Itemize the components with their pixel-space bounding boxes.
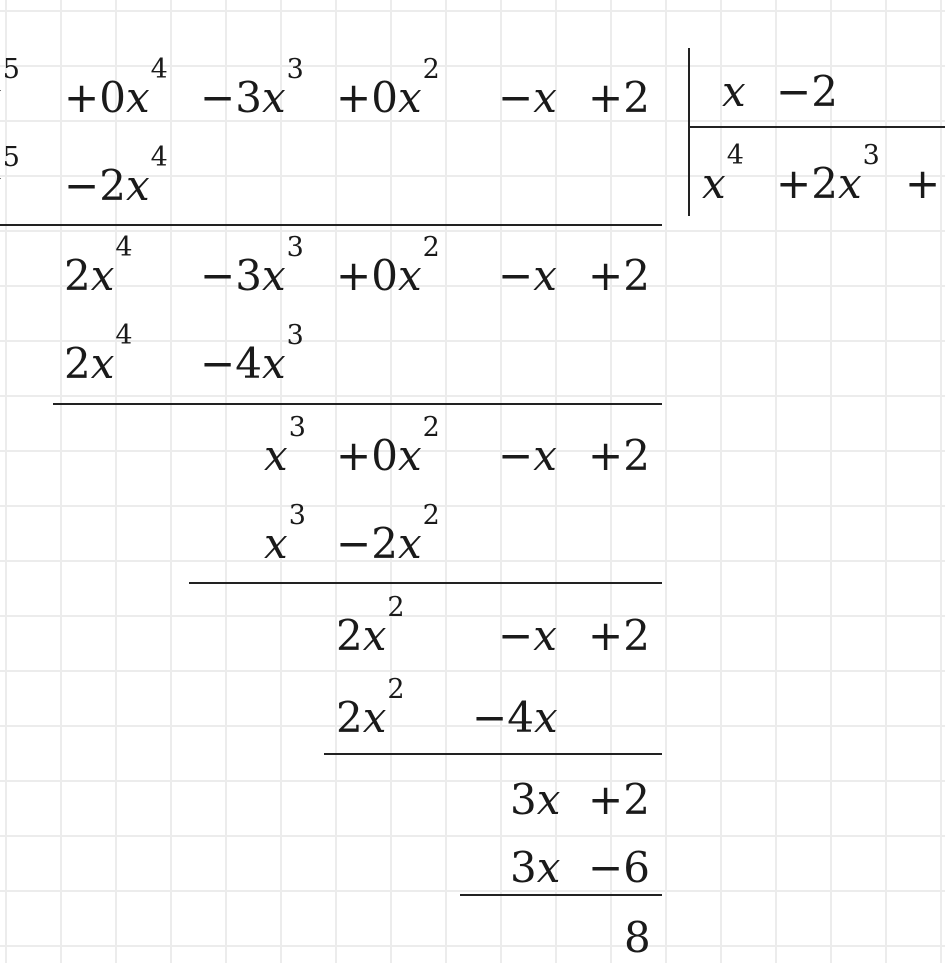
step-term: 5	[2, 142, 20, 173]
step-term: $x^3$	[264, 412, 306, 480]
subtraction-line	[460, 894, 662, 896]
step-term: +2	[588, 251, 650, 300]
step-term: −x	[498, 611, 557, 660]
step-term: −6	[588, 843, 650, 892]
dividend-term: −x	[498, 73, 557, 122]
final-remainder: 8	[624, 913, 651, 962]
step-term: 3x	[510, 775, 561, 824]
divisor-term: −2	[776, 67, 838, 116]
step-term: $2x^4$	[64, 320, 133, 388]
step-term: $2x^2$	[336, 592, 405, 660]
dividend-term: 5	[2, 54, 20, 85]
dividend-term: $-3x^3$	[200, 54, 304, 122]
quotient-term: +	[905, 159, 941, 208]
step-term: $+0x^2$	[336, 412, 440, 480]
dividend-term: $+0x^4$	[64, 54, 168, 122]
step-term: +2	[588, 775, 650, 824]
division-bracket-vertical	[688, 48, 690, 216]
quotient-term: $+2x^3$	[776, 140, 880, 208]
subtraction-line	[0, 224, 662, 226]
quotient-term: $x^4$	[702, 140, 744, 208]
subtraction-line	[189, 582, 662, 584]
dividend-term: +2	[588, 73, 650, 122]
step-term: $-2x^2$	[336, 500, 440, 568]
step-term: $2x^4$	[64, 232, 133, 300]
step-term: $x^3$	[264, 500, 306, 568]
step-term: −x	[498, 431, 557, 480]
step-term: $-3x^3$	[200, 232, 304, 300]
step-term: $2x^2$	[336, 674, 405, 742]
subtraction-line	[53, 403, 662, 405]
step-term: 3x	[510, 843, 561, 892]
division-bracket-horizontal	[690, 126, 945, 128]
step-term: $-4x^3$	[200, 320, 304, 388]
step-term: +2	[588, 431, 650, 480]
step-term: $-2x^4$	[64, 142, 168, 210]
step-term: +2	[588, 611, 650, 660]
step-term: −4x	[472, 693, 558, 742]
dividend-term: $+0x^2$	[336, 54, 440, 122]
subtraction-line	[324, 753, 662, 755]
divisor-term: x	[722, 67, 746, 116]
step-term: $+0x^2$	[336, 232, 440, 300]
step-term: −x	[498, 251, 557, 300]
